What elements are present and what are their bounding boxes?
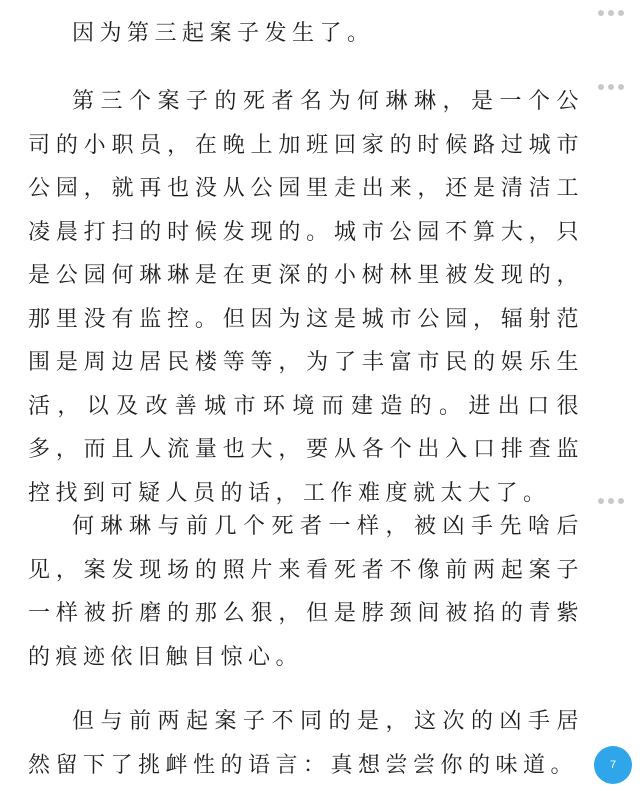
more-options-icon[interactable] bbox=[598, 84, 624, 90]
page-number-badge[interactable]: 7 bbox=[594, 746, 632, 784]
more-options-icon[interactable] bbox=[598, 498, 624, 504]
paragraph: 因为第三起案子发生了。 bbox=[72, 21, 375, 46]
paragraph: 但与前两起案子不同的是，这次的凶手居然留下了挑衅性的语言：真想尝尝你的味道。 bbox=[28, 709, 584, 778]
paragraph: 何琳琳与前几个死者一样，被凶手先啥后见，案发现场的照片来看死者不像前两起案子一样被折磨的那么狠，但是脖颈间被掐的青紫的痕迹依旧触目惊心。 bbox=[28, 514, 584, 670]
more-options-icon[interactable] bbox=[598, 10, 624, 16]
paragraph: 第三个案子的死者名为何琳琳，是一个公司的小职员，在晚上加班回家的时候路过城市公园，就再也没从公园里走出来，还是清洁工凌晨打扫的时候发现的。城市公园不算大，只是公园何琳琳是在更深的小树林里被发现的，那里没有监控。但因为这是城市公园，辐射范围是周边居民楼等等，为了丰富市民的娱乐生活，以及改善城市环境而建造的。进出口很多，而且人流量也大，要从各个出入口排查监控找到可疑人员的话，工作难度就太大了。 bbox=[28, 89, 584, 506]
